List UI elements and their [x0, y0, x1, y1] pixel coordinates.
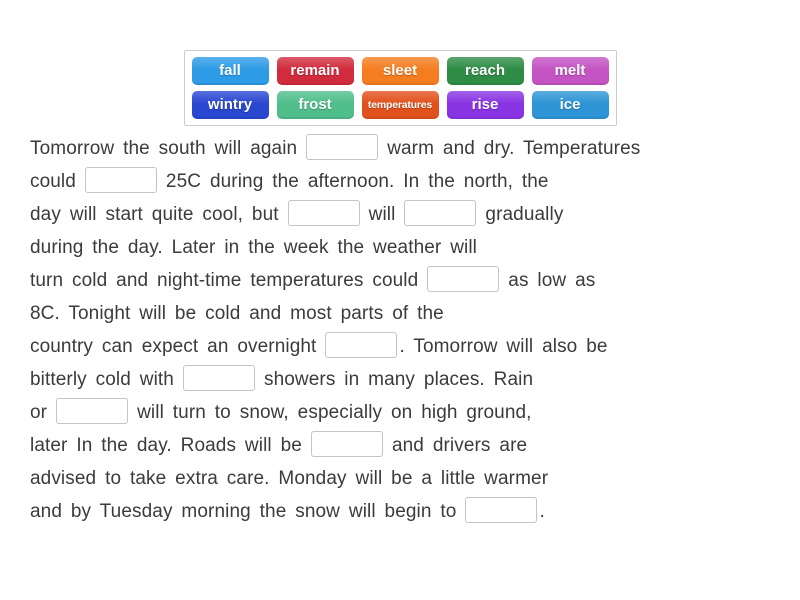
passage-text: showers in many places. Rain	[263, 369, 534, 390]
word-tile-wintry[interactable]: wintry	[192, 91, 269, 119]
word-tile-sleet[interactable]: sleet	[362, 57, 439, 85]
passage-text: warm and dry. Temperatures	[387, 138, 641, 159]
passage-text: advised to take extra care. Monday will be a little warmer	[30, 468, 549, 489]
passage-text: .	[539, 501, 545, 522]
passage-text: and drivers are	[391, 435, 528, 456]
passage-line	[30, 231, 780, 264]
word-tile-remain[interactable]: remain	[277, 57, 354, 85]
passage-line	[30, 462, 780, 495]
passage-text: and by Tuesday morning the snow will begin to	[30, 501, 457, 522]
passage-line	[30, 363, 780, 396]
word-tile-ice[interactable]: ice	[532, 91, 609, 119]
passage-text: turn cold and night-time temperatures could	[30, 270, 419, 291]
passage-text: country can expect an overnight	[30, 336, 317, 357]
answer-blank[interactable]	[465, 497, 537, 523]
passage-line	[30, 198, 780, 231]
passage-text: 8C. Tonight will be cold and most parts of the	[30, 303, 444, 324]
answer-blank[interactable]	[311, 431, 383, 457]
answer-blank[interactable]	[306, 134, 378, 160]
word-tile-fall[interactable]: fall	[192, 57, 269, 85]
word-tile-temperatures[interactable]: temperatures	[362, 91, 439, 119]
passage-line	[30, 330, 780, 363]
word-bank	[184, 50, 617, 126]
passage-text: Tomorrow the south will again	[30, 138, 298, 159]
passage-line	[30, 495, 780, 528]
word-tile-melt[interactable]: melt	[532, 57, 609, 85]
passage-line	[30, 165, 780, 198]
passage-text: will	[368, 204, 396, 225]
word-tile-reach[interactable]: reach	[447, 57, 524, 85]
passage-text: gradually	[485, 204, 564, 225]
word-tile-frost[interactable]: frost	[277, 91, 354, 119]
answer-blank[interactable]	[288, 200, 360, 226]
passage-text: will turn to snow, especially on high ground,	[137, 402, 532, 423]
answer-blank[interactable]	[404, 200, 476, 226]
passage-text: could	[30, 171, 76, 192]
passage-text: later In the day. Roads will be	[30, 435, 302, 456]
answer-blank[interactable]	[56, 398, 128, 424]
passage-text: during the day. Later in the week the weather will	[30, 237, 477, 258]
passage-text: bitterly cold with	[30, 369, 174, 390]
answer-blank[interactable]	[325, 332, 397, 358]
passage-text: . Tomorrow will also be	[399, 336, 608, 357]
passage-text: or	[30, 402, 48, 423]
passage-line	[30, 297, 780, 330]
passage-text: day will start quite cool, but	[30, 204, 279, 225]
answer-blank[interactable]	[85, 167, 157, 193]
passage-line	[30, 396, 780, 429]
passage-line	[30, 429, 780, 462]
word-tile-rise[interactable]: rise	[447, 91, 524, 119]
passage-line	[30, 264, 780, 297]
answer-blank[interactable]	[183, 365, 255, 391]
passage-text: as low as	[508, 270, 596, 291]
passage-text: 25C during the afternoon. In the north, the	[165, 171, 549, 192]
passage	[0, 132, 800, 528]
answer-blank[interactable]	[427, 266, 499, 292]
passage-line	[30, 132, 780, 165]
